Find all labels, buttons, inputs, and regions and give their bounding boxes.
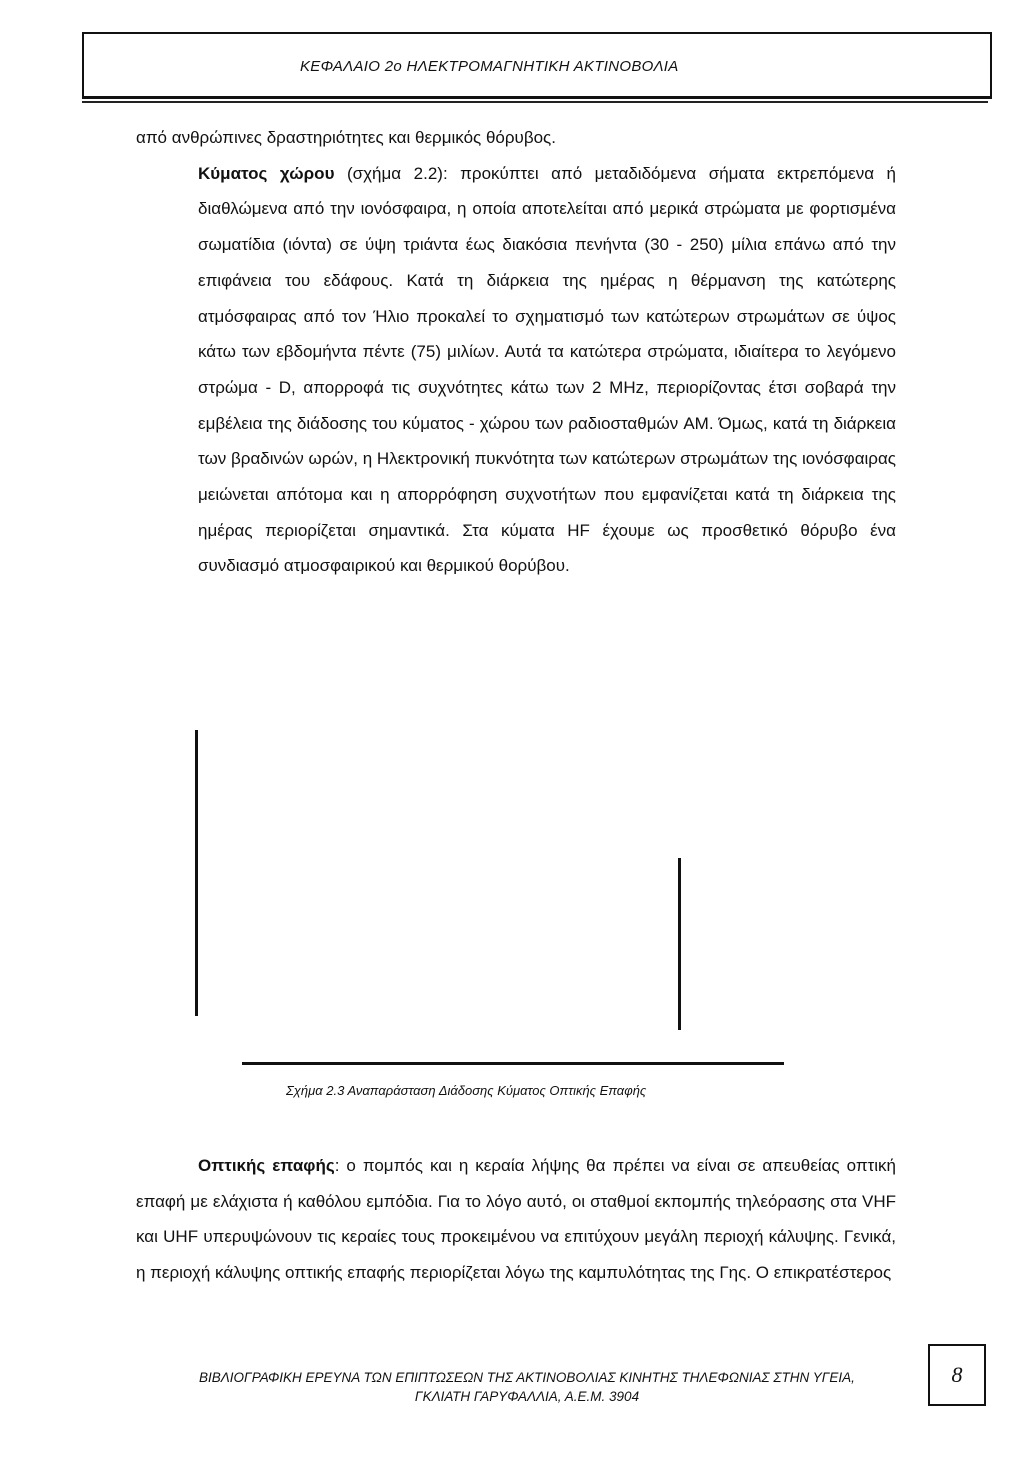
footer-author: ΓΚΛΙΑΤΗ ΓΑΡΥΦΑΛΛΙΑ, Α.Ε.Μ. 3904 [414, 1389, 640, 1404]
header-divider [82, 101, 988, 103]
sky-wave-paragraph [136, 156, 896, 584]
body-paragraph-sky-wave [136, 120, 896, 584]
chapter-title: ΚΕΦΑΛΑΙΟ 2ο ΗΛΕΚΤΡΟΜΑΓΝΗΤΙΚΗ ΑΚΤΙΝΟΒΟΛΙΑ [300, 58, 679, 75]
page-footer [134, 1368, 920, 1406]
sky-wave-text: (σχήμα 2.2): προκύπτει από μεταδιδόμενα σήματα εκτρεπόμενα ή διαθλώμενα από την ιονόσφαιρα, η οποία αποτελείται από μερικά στρώματα με φορτισμένα σωματίδια (ιόντα) σε ύψη τριάντα έως διακόσια πενήντα (30 - 250) μίλια επάνω από την επιφάνεια του εδάφους. Κατά τη διάρκεια της ημέρας η θέρμανση της κατώτερης ατμόσφαιρας από τον Ήλιο προκαλεί το σχηματισμό των κατώτερων στρωμάτων σε ύψος κάτω των εβδομήντα πέντε (75) μιλίων. Αυτά τα κατώτερα στρώματα, ιδιαίτερα το λεγόμενο στρώμα - D, απορροφά τις συχνότητες κάτω των 2 MHz, περιορίζοντας έτσι σοβαρά την εμβέλεια της διάδοσης του κύματος - χώρου των ραδιοσταθμών AM. Όμως, κατά τη διάρκεια των βραδινών ωρών, η Ηλεκτρονική πυκνότητα των κατώτερων στρωμάτων της ιονόσφαιρας μειώνεται απότομα και η απορρόφηση συχνοτήτων που εμφανίζεται κατά τη διάρκεια της ημέρας περιορίζεται σημαντικά. Στα κύματα HF έχουμε ως προσθετικό θόρυβο ένα συνδιασμό ατμοσφαιρικού και θερμικού θορύβου. [198, 163, 896, 576]
line-of-sight-text: : ο πομπός και η κεραία λήψης θα πρέπει να είναι σε απευθείας οπτική επαφή με ελάχιστα ή καθόλου εμπόδια. Για το λόγο αυτό, οι σταθμοί εκπομπής τηλεόρασης στα VHF και UHF υπερυψώνουν τις κεραίες τους προκειμένου να επιτύχουν μεγάλη περιοχή κάλυψης. Γενικά, η περιοχή κάλυψης οπτικής επαφής περιορίζεται λόγω της καμπυλότητας της Γης. Ο επικρατέστερος [136, 1156, 896, 1283]
figure-left-line [195, 730, 198, 1016]
page-number: 8 [928, 1344, 986, 1406]
chapter-header [82, 32, 992, 99]
figure-caption: Σχήμα 2.3 Αναπαράσταση Διάδοσης Κύματος Οπτικής Επαφής [286, 1083, 647, 1098]
footer-title: ΒΙΒΛΙΟΓΡΑΦΙΚΗ ΕΡΕΥΝΑ ΤΩΝ ΕΠΙΠΤΩΣΕΩΝ ΤΗΣ ΑΚΤΙΝΟΒΟΛΙΑΣ ΚΙΝΗΤΗΣ ΤΗΛΕΦΩΝΙΑΣ ΣΤΗΝ ΥΓΕΙΑ, [199, 1370, 855, 1385]
figure-right-line [678, 858, 681, 1030]
line-of-sight-term: Οπτικής επαφής [198, 1156, 335, 1175]
figure-ground-line [242, 1062, 784, 1065]
sky-wave-term: Κύματος χώρου [198, 163, 335, 183]
line-of-sight-paragraph [136, 1148, 896, 1291]
continuation-line: από ανθρώπινες δραστηριότητες και θερμικός θόρυβος. [136, 128, 556, 147]
